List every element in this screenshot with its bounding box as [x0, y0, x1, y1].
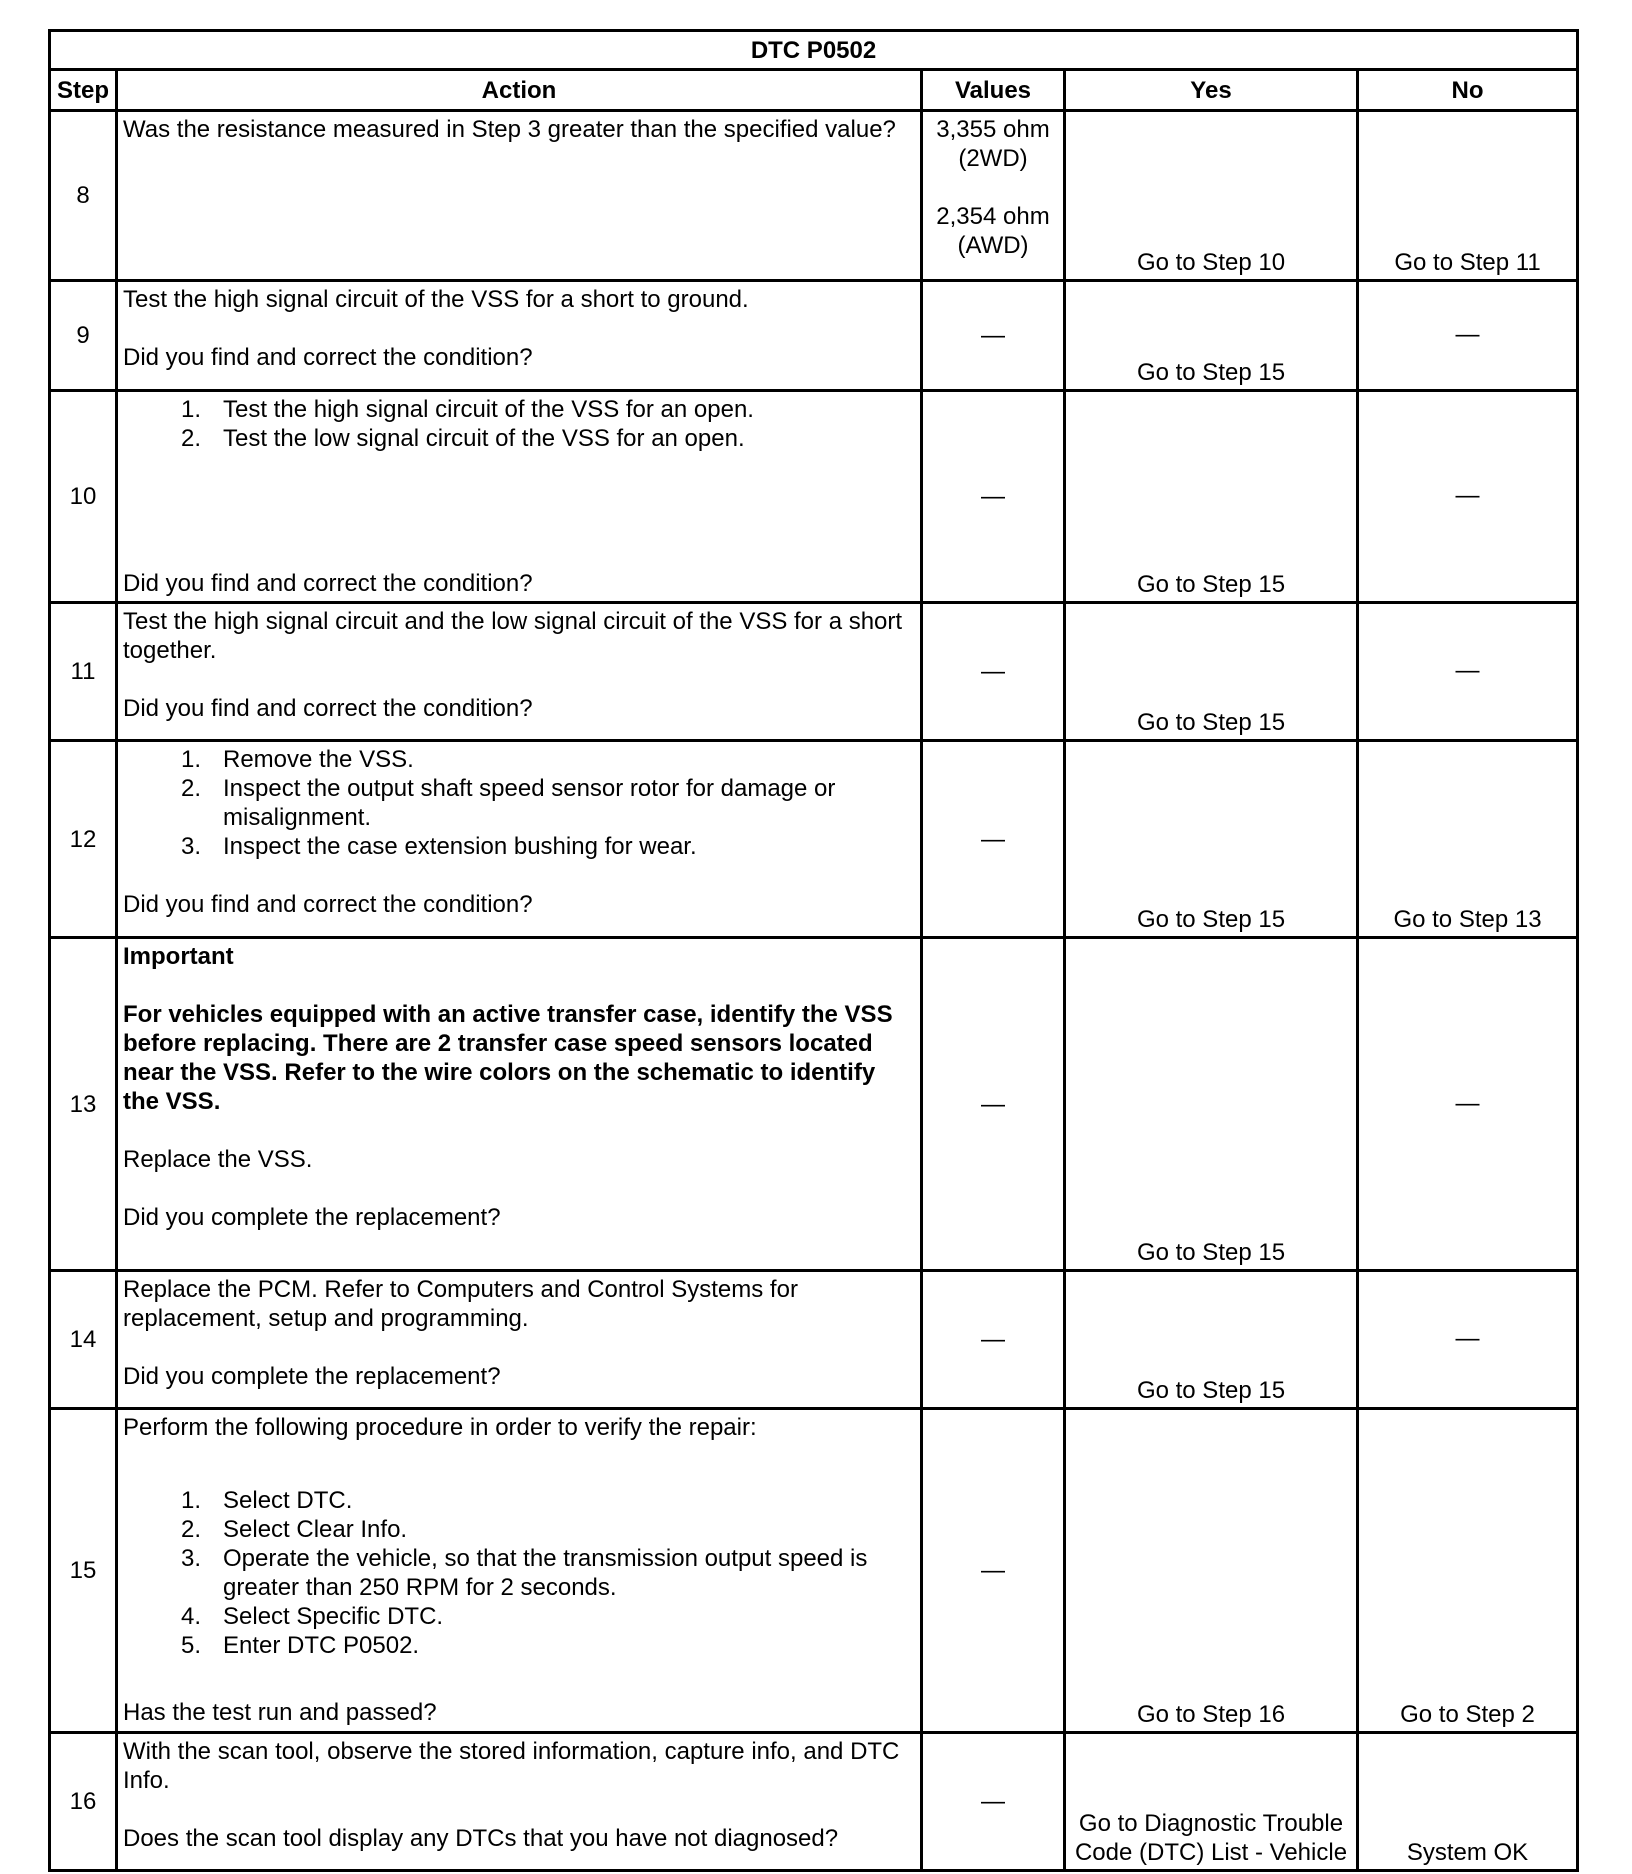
action-text: Replace the VSS. — [123, 1146, 313, 1173]
no-cell: Go to Step 11 — [1358, 111, 1578, 281]
action-cell — [117, 603, 922, 741]
no-cell: — — [1358, 938, 1578, 1271]
step-number: 10 — [50, 391, 117, 603]
table-row-step-16 — [50, 1733, 1578, 1871]
action-cell — [117, 741, 922, 938]
action-cell — [117, 391, 922, 603]
table-row-step-12 — [50, 741, 1578, 938]
action-cell — [117, 111, 922, 281]
yes-cell: Go to Step 15 — [1065, 1271, 1358, 1409]
list-item: 5. Enter DTC P0502. — [180, 1632, 420, 1659]
no-cell: — — [1358, 391, 1578, 603]
list-item: 2. Select Clear Info. — [180, 1516, 408, 1543]
step-number: 9 — [50, 281, 117, 391]
yes-cell: Go to Step 16 — [1065, 1409, 1358, 1733]
no-cell: System OK — [1358, 1733, 1578, 1871]
important-text: For vehicles equipped with an active transfer case, identify the VSS before replacing. There are 2 transfer case speed sensors located near the VSS. Refer to the wire colors on the schematic to identify the VSS. — [123, 1001, 893, 1115]
action-text: With the scan tool, observe the stored information, capture info, and DTC Info. — [123, 1738, 900, 1794]
action-question: Did you find and correct the condition? — [123, 695, 533, 722]
action-cell — [117, 1409, 922, 1733]
step-number: 14 — [50, 1271, 117, 1409]
list-item: 4. Select Specific DTC. — [180, 1603, 444, 1630]
list-item: 1. Test the high signal circuit of the VSS for an open. — [180, 396, 754, 423]
step-number: 12 — [50, 741, 117, 938]
values-cell: — — [922, 391, 1065, 603]
action-text: Test the high signal circuit and the low signal circuit of the VSS for a short together. — [123, 608, 903, 664]
action-steps-list — [123, 1486, 916, 1660]
yes-cell: Go to Step 15 — [1065, 603, 1358, 741]
action-cell — [117, 1271, 922, 1409]
yes-cell: Go to Step 15 — [1065, 391, 1358, 603]
values-cell: — — [922, 741, 1065, 938]
action-cell — [117, 281, 922, 391]
table-row-step-13 — [50, 938, 1578, 1271]
action-question: Did you find and correct the condition? — [123, 344, 533, 371]
action-text: Perform the following procedure in order to verify the repair: — [123, 1414, 757, 1441]
values-cell: — — [922, 1409, 1065, 1733]
action-cell — [117, 1733, 922, 1871]
action-question: Did you complete the replacement? — [123, 1363, 501, 1390]
yes-cell: Go to Step 15 — [1065, 741, 1358, 938]
table-row-step-8 — [50, 111, 1578, 281]
no-cell: Go to Step 13 — [1358, 741, 1578, 938]
action-steps-list — [123, 395, 916, 453]
values-cell: — — [922, 1271, 1065, 1409]
list-item: 3. Inspect the case extension bushing for wear. — [180, 833, 697, 860]
value-2wd-label: (2WD) — [958, 145, 1028, 172]
action-question: Does the scan tool display any DTCs that you have not diagnosed? — [123, 1825, 839, 1852]
yes-cell: Go to Step 15 — [1065, 938, 1358, 1271]
header-no: No — [1358, 70, 1578, 111]
yes-cell: Go to Step 15 — [1065, 281, 1358, 391]
action-question: Did you complete the replacement? — [123, 1204, 501, 1231]
values-cell — [922, 111, 1065, 281]
yes-cell: Go to Diagnostic Trouble Code (DTC) List - Vehicle — [1065, 1733, 1358, 1871]
action-text: Test the high signal circuit of the VSS for a short to ground. — [123, 286, 749, 313]
values-cell: — — [922, 938, 1065, 1271]
values-cell: — — [922, 603, 1065, 741]
step-number: 15 — [50, 1409, 117, 1733]
table-row-step-11 — [50, 603, 1578, 741]
action-question: Was the resistance measured in Step 3 greater than the specified value? — [123, 116, 896, 143]
value-awd: 2,354 ohm — [936, 203, 1050, 230]
no-cell: — — [1358, 603, 1578, 741]
no-cell: Go to Step 2 — [1358, 1409, 1578, 1733]
table-row-step-14 — [50, 1271, 1578, 1409]
step-number: 16 — [50, 1733, 117, 1871]
value-awd-label: (AWD) — [957, 232, 1029, 259]
action-steps-list — [123, 745, 916, 861]
important-label: Important — [123, 943, 234, 970]
header-values: Values — [922, 70, 1065, 111]
step-number: 11 — [50, 603, 117, 741]
list-item: 3. Operate the vehicle, so that the transmission output speed is greater than 250 RPM for 2 seconds. — [180, 1545, 868, 1601]
step-number: 13 — [50, 938, 117, 1271]
action-cell — [117, 938, 922, 1271]
list-item: 1. Remove the VSS. — [180, 746, 414, 773]
action-question: Has the test run and passed? — [123, 1699, 437, 1726]
list-item: 2. Inspect the output shaft speed sensor rotor for damage or misalignment. — [180, 775, 836, 831]
values-cell: — — [922, 281, 1065, 391]
yes-cell: Go to Step 10 — [1065, 111, 1358, 281]
header-step: Step — [50, 70, 117, 111]
table-row-step-15 — [50, 1409, 1578, 1733]
no-cell: — — [1358, 281, 1578, 391]
table-row-step-10 — [50, 391, 1578, 603]
dtc-table — [48, 29, 1579, 1872]
table-row-step-9 — [50, 281, 1578, 391]
table-title: DTC P0502 — [50, 31, 1578, 70]
action-question: Did you find and correct the condition? — [123, 570, 533, 597]
step-number: 8 — [50, 111, 117, 281]
no-cell: — — [1358, 1271, 1578, 1409]
action-question: Did you find and correct the condition? — [123, 891, 533, 918]
header-row — [50, 70, 1578, 111]
action-text: Replace the PCM. Refer to Computers and Control Systems for replacement, setup and programming. — [123, 1276, 798, 1332]
header-action: Action — [117, 70, 922, 111]
values-cell: — — [922, 1733, 1065, 1871]
value-2wd: 3,355 ohm — [936, 116, 1050, 143]
list-item: 2. Test the low signal circuit of the VSS for an open. — [180, 425, 745, 452]
list-item: 1. Select DTC. — [180, 1487, 353, 1514]
header-yes: Yes — [1065, 70, 1358, 111]
